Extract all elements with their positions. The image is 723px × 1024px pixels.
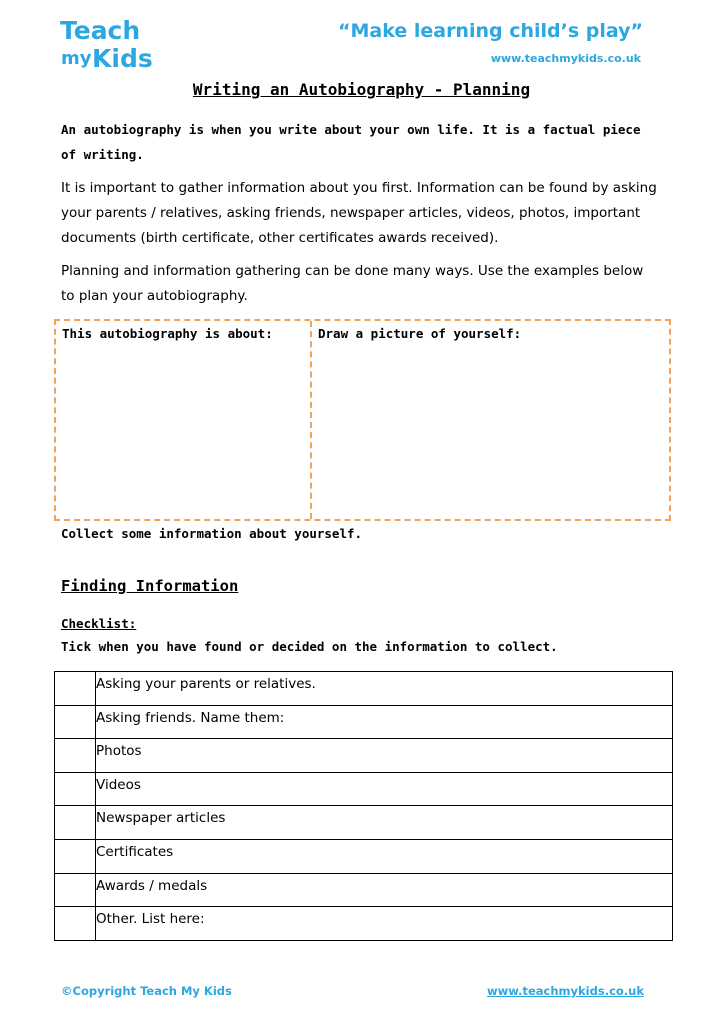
planning-box	[54, 319, 671, 521]
logo-word-kids: Kids	[92, 44, 153, 73]
table-row	[55, 839, 673, 873]
checklist-item: Newspaper articles	[96, 806, 673, 840]
teach-my-kids-logo	[56, 14, 160, 74]
tick-box[interactable]	[55, 772, 96, 806]
planning-box-divider	[310, 321, 312, 519]
checklist-label: Checklist:	[61, 616, 137, 631]
logo-word-teach: Teach	[60, 16, 141, 45]
table-row	[55, 873, 673, 907]
checklist-table	[54, 671, 673, 941]
tick-box[interactable]	[55, 739, 96, 773]
tick-box[interactable]	[55, 672, 96, 706]
checklist-item: Videos	[96, 772, 673, 806]
table-row	[55, 772, 673, 806]
picture-label: Draw a picture of yourself:	[318, 326, 522, 341]
checklist-item: Asking friends. Name them:	[96, 705, 673, 739]
logo-word-my: my	[61, 48, 92, 69]
checklist-item: Other. List here:	[96, 907, 673, 941]
collect-instruction: Collect some information about yourself.	[61, 526, 363, 541]
tick-box[interactable]	[55, 873, 96, 907]
table-row	[55, 705, 673, 739]
tick-box[interactable]	[55, 705, 96, 739]
plan-paragraph: Planning and information gathering can be done many ways. Use the examples below to plan your autobiography.	[61, 263, 644, 304]
tick-box[interactable]	[55, 806, 96, 840]
table-row	[55, 672, 673, 706]
checklist-item: Certificates	[96, 839, 673, 873]
intro-paragraph: An autobiography is when you write about your own life. It is a factual piece of writing.	[61, 122, 641, 162]
table-row	[55, 806, 673, 840]
table-row	[55, 739, 673, 773]
page-title: Writing an Autobiography - Planning	[192, 80, 531, 99]
header-website[interactable]: www.teachmykids.co.uk	[490, 52, 641, 65]
tick-box[interactable]	[55, 839, 96, 873]
footer-copyright: ©Copyright Teach My Kids	[61, 984, 232, 998]
checklist-item: Asking your parents or relatives.	[96, 672, 673, 706]
tick-instruction: Tick when you have found or decided on the information to collect.	[61, 639, 558, 654]
table-row	[55, 907, 673, 941]
tick-box[interactable]	[55, 907, 96, 941]
checklist-item: Awards / medals	[96, 873, 673, 907]
finding-information-heading: Finding Information	[61, 577, 239, 595]
checklist-item: Photos	[96, 739, 673, 773]
tagline: “Make learning child’s play”	[338, 20, 643, 42]
footer-website-link[interactable]: www.teachmykids.co.uk	[486, 984, 644, 998]
gather-paragraph: It is important to gather information about you first. Information can be found by asking your parents / relatives, asking friends, newspaper articles, videos, photos, important documents (birth certificate, other certificates awards received).	[61, 180, 657, 246]
about-label: This autobiography is about:	[62, 326, 273, 341]
